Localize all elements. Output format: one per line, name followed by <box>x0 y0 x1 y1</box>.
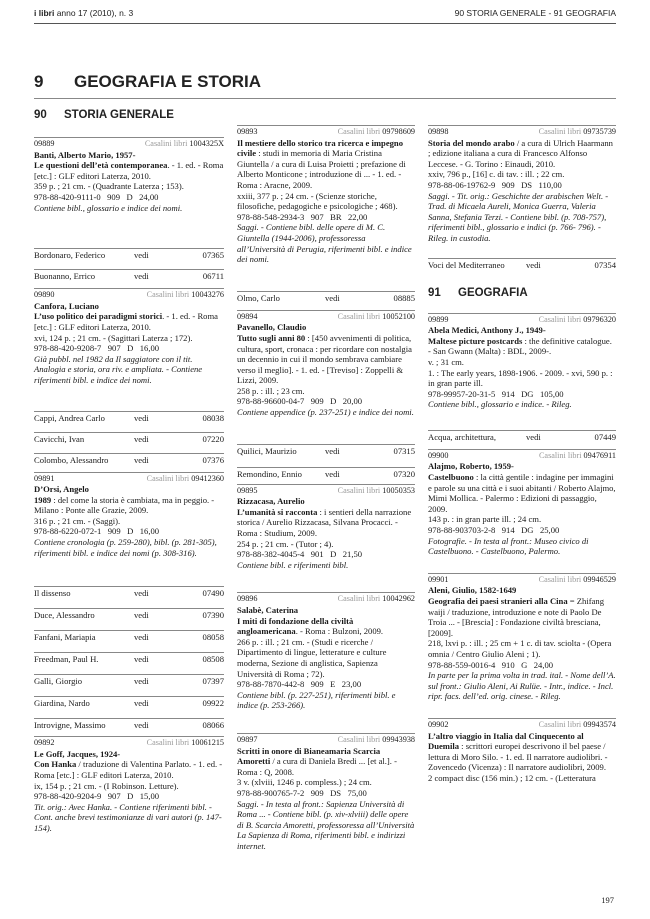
section-rule <box>34 98 616 99</box>
section-heading: 9 GEOGRAFIA E STORIA <box>34 72 262 91</box>
entry-09900: 09900 Casalini libri 09476911 Alajmo, Roberto, 1959- Castelbuono : la città gentile : indagine per immagini e parole su una città e i suoi abitanti / Roberto Alajmo, Mimi Mollica. - Palermo : Edizioni di passaggio, 2009. 143 p. : in gran parte ill. ; 24 cm. 978-88-903703-2-8 914 DG 25,00 Fotografie. - In testa al front.: Museo civico di Castelbuono. - Castelbuono, Palermo. <box>428 450 616 557</box>
see-also-row: Buonanno, Errico vedi 06711 <box>34 269 224 284</box>
column-3 <box>428 125 616 784</box>
entry-09894: 09894 Casalini libri 10052100 Pavanello, Claudio Tutto sugli anni 80 : [450 avvenimenti di politica, cultura, sport, cronaca : per ricordare con nostalgia un decennio in cui il mondo sembrava cambiare verso il meglio]. - 1. ed. - [Treviso] : Zoppelli & Lizzi, 2009. 258 p. : ill. ; 23 cm. 978-88-96600-04-7 909 D 20,00 Contiene appendice (p. 237-251) e indice dei nomi. <box>237 311 415 418</box>
running-header-left: i libri anno 17 (2010), n. 3 <box>34 8 134 18</box>
see-also-row: Cappi, Andrea Carlo vedi 08038 <box>34 411 224 426</box>
entry-09896: 09896 Casalini libri 10042962 Salabè, Caterina I miti di fondazione della civiltà angloamericana. - Roma : Bulzoni, 2009. 266 p. : ill. ; 21 cm. - (Studi e ricerche / Dipartimento di lingue, letterature e culture moderna, Sezione di anglistica, Sapienza Università di Roma ; 72). 978-88-7870-442-8 909 E 23,00 Contiene bibl. (p. 227-251), riferimenti bibl. e indice (p. 253-266). <box>237 594 415 711</box>
entry-09890: 09890 Casalini libri 10043276 Canfora, Luciano L’uso politico dei paradigmi storici. - 1. ed. - Roma [etc.] : GLF editori Laterza, 2010. xvi, 124 p. ; 21 cm. - (Sagittari Laterza ; 172). 978-88-420-9208-7 907 D 16,00 Già pubbl. nel 1982 da Il saggiatore con il tit. Analogia e storia, ora riv. e ampliata. - Contiene riferimenti bibl. e indice dei nomi. <box>34 290 224 385</box>
entry-09893: 09893 Casalini libri 09798609 Il mestiere dello storico tra ricerca e impegno civile : studi in memoria di Maria Cristina Giuntella / a cura di Luisa Proietti ; prefazione di Alberto Monticone ; introduzione di ... - 1. ed. - Roma : Aracne, 2009. xxiii, 377 p. ; 24 cm. - (Scienze storiche, filosofiche, pedagogiche e psicologiche ; 468). 978-88-548-2934-3 907 BR 22,00 Saggi. - Contiene bibl. delle opere di M. C. Giuntella (1944-2006), professoressa all’Università di Perugia, riferimenti bibl. e indice dei nomi. <box>237 127 415 265</box>
see-also-row: Cavicchi, Ivan vedi 07220 <box>34 432 224 447</box>
entry-09897: 09897 Casalini libri 09943938 Scritti in onore di Bianeamaria Scarcia Amoretti / a cura di Daniela Bredi ... [et al.]. - Roma : Q, 2008. 3 v. (xlviii, 1246 p. compless.) ; 24 cm. 978-88-900765-7-2 909 DS 75,00 Saggi. - In testa al front.: Sapienza Università di Roma ... - Contiene bibl. (p. xiv-xlviii) delle opere di B. Scarcia Amoretti, professoressa all’Università La Sapienza di Roma, riferimenti bibl. e indirizzi internet. <box>237 734 415 851</box>
see-also-row: Introvigne, Massimo vedi 08066 <box>34 718 224 733</box>
see-also-row: Galli, Giorgio vedi 07397 <box>34 674 224 689</box>
entry-09902: 09902 Casalini libri 09943574 L’altro viaggio in Italia dal Cinquecento al Duemila : scrittori europei descrivono il bel paese / lettura di Moro Silo. - 1. ed. Il narratore audiolibri. - Zovencedo (Vicenza) : Il narratore audiolibri, 2009. 2 compact disc (156 min.) ; 12 cm. - (Letteratura <box>428 719 616 783</box>
entry-09895: 09895 Casalini libri 10050353 Rizzacasa, Aurelio L’umanità si racconta : i sentieri della narrazione storica / Aurelio Rizzacasa, Silvana Procacci. - Roma : Studium, 2009. 254 p. ; 21 cm. - (Tutor ; 4). 978-88-382-4045-4 901 D 21,50 Contiene bibl. e riferimenti bibl. <box>237 485 415 570</box>
entry-09901: 09901 Casalini libri 09946529 Aleni, Giulio, 1582-1649 Geografia dei paesi stranieri alla Cina = Zhifang waiji / traduzione, introduzione e note di Paolo De Troia ... - [Brescia] : Fondazione civiltà bresciana, [2009]. 218, lxvi p. : ill. ; 25 cm + 1 c. di tav. sciolta - (Opera omnia / Centro Giulio Aleni ; 1). 978-88-559-0016-4 910 G 24,00 In parte per la prima volta in trad. ital. - Nome dell’A. sul front.: Giulio Aleni, Ai Rulüe. - Intr., indice. - Incl. ripr. facs. dell’ed. orig. cinese. - Rileg. <box>428 574 616 702</box>
subsection-heading-90: 90 STORIA GENERALE <box>34 109 174 121</box>
see-also-row: Voci del Mediterraneo vedi 07354 <box>428 258 616 273</box>
see-also-row: Fanfani, Mariapia vedi 08058 <box>34 630 224 645</box>
see-also-row: Freedman, Paul H. vedi 08508 <box>34 652 224 667</box>
column-2 <box>237 125 415 851</box>
see-also-row: Colombo, Alessandro vedi 07376 <box>34 453 224 468</box>
page-number: 197 <box>601 895 614 905</box>
entry-09898: 09898 Casalini libri 09735739 Storia del mondo arabo / a cura di Ulrich Haarmann ; edizione italiana a cura di Francesco Alfonso Leccese. - G. Torino : Einaudi, 2010. xxiv, 796 p., [16] c. di tav. : ill. ; 22 cm. 978-88-06-19762-9 909 DS 110,00 Saggi. - Tit. orig.: Geschichte der arabischen Welt. - Trad. di Micaela Aureli, Monica Guerra, Valeria Sanna, Stefania Terzi. - Contiene bibl. (p. 708-757), riferimenti bibl., glossario e indici (p. 766- 796). - Rileg. in custodia. <box>428 127 616 243</box>
subsection-heading-91: 91 GEOGRAFIA <box>428 286 528 299</box>
see-also-row: Quilici, Maurizio vedi 07315 <box>237 444 415 459</box>
see-also-row: Duce, Alessandro vedi 07390 <box>34 608 224 623</box>
see-also-row: Bordonaro, Federico vedi 07365 <box>34 248 224 263</box>
entry-09899: 09899 Casalini libri 09796320 Abela Medici, Anthony J., 1949- Maltese picture postcards : the definitive catalogue. - San Gwann (Malta) : BDL, 2009-. v. ; 31 cm. 1. : The early years, 1898-1906. - 2009. - xvi, 590 p. : in gran parte ill. 978-99957-20-31-5 914 DG 105,00 Contiene bibl., glossario e indice. - Rileg. <box>428 314 616 410</box>
entry-09892: 09892 Casalini libri 10061215 Le Goff, Jacques, 1924- Con Hanka / traduzione di Valentina Parlato. - 1. ed. - Roma [etc.] : GLF editori Laterza, 2010. ix, 154 p. ; 21 cm. - (I Robinson. Letture). 978-88-420-9204-9 907 D 15,00 Tit. orig.: Avec Hanka. - Contiene riferimenti bibl. - Cont. anche brevi testimonianze di vari autori (p. 147-154). <box>34 738 224 833</box>
see-also-row: Acqua, architettura, vedi 07449 <box>428 430 616 445</box>
entry-09891: 09891 Casalini libri 09412360 D’Orsi, Angelo 1989 : del come la storia è cambiata, ma in peggio. - Milano : Ponte alle Grazie, 2009. 316 p. ; 21 cm. - (Saggi). 978-88-6220-072-1 909 D 16,00 Contiene cronologia (p. 259-280), bibl. (p. 281-305), riferimenti bibl. e indice dei nomi (p. 308-316). <box>34 473 224 558</box>
see-also-row: Il dissenso vedi 07490 <box>34 586 224 601</box>
see-also-row: Giardina, Nardo vedi 09922 <box>34 696 224 711</box>
entry-09889: 09889 Casalini libri 1004325X Banti, Alberto Mario, 1957- Le questioni dell’età contemporanea. - 1. ed. - Roma [etc.] : GLF editori Laterza, 2010. 359 p. ; 21 cm. - (Quadrante Laterza ; 153). 978-88-420-9111-0 909 D 24,00 Contiene bibl., glossario e indice dei nomi. <box>34 139 224 213</box>
see-also-row: Olmo, Carlo vedi 08885 <box>237 291 415 306</box>
see-also-row: Remondino, Ennio vedi 07320 <box>237 467 415 482</box>
running-header-right: 90 STORIA GENERALE - 91 GEOGRAFIA <box>454 8 616 18</box>
header-rule <box>34 23 616 24</box>
column-1 <box>34 109 224 834</box>
